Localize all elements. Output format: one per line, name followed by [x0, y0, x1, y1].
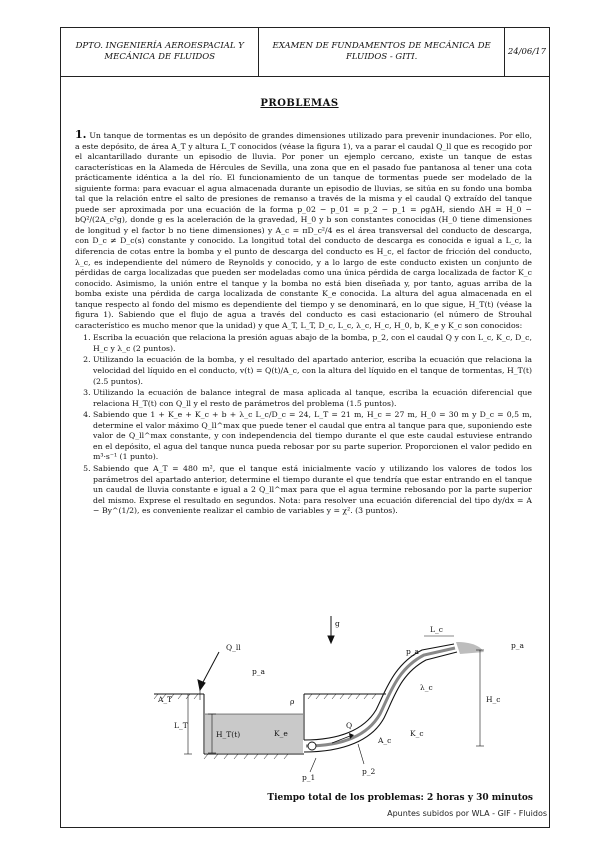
pa-right-label: p_a: [511, 641, 525, 650]
problem-parts: [75, 333, 532, 516]
ac-label: A_c: [378, 736, 392, 745]
section-title: PROBLEMAS: [260, 98, 339, 109]
gravity-label: g: [335, 619, 340, 628]
exam-date-cell: 24/06/17: [504, 28, 549, 76]
pa-mid-label: p_a: [406, 647, 420, 656]
rain-arrow-head: [198, 680, 205, 690]
p1-label: p_1: [302, 773, 316, 782]
ht-label: H_T(t): [216, 730, 241, 739]
part-item: 2. Utilizando la ecuación de la bomba, y el resultado del apartado anterior, escriba la ecuación que relaciona la velocidad del líquido en el conducto, v(t) = Q(t)/A_c, con la altura del líquido en el tanque de tormentas, H_T(t) (2.5 puntos).: [93, 355, 532, 387]
rain-arrow: [202, 652, 219, 684]
rho-label: ρ: [290, 697, 295, 706]
pa-left-label: p_a: [252, 667, 266, 676]
gravity-arrow-head: [328, 636, 334, 643]
exam-title-cell: EXAMEN DE FUNDAMENTOS DE MECÁNICA DE FLUIDOS - GITI.: [258, 28, 503, 76]
lc-label: L_c: [430, 625, 443, 634]
part-item: 3. Utilizando la ecuación de balance integral de masa aplicada al tanque, escriba la ecuación diferencial que relaciona H_T(t) con Q_ll y el resto de parámetros del problema (1.5 puntos).: [93, 388, 532, 409]
q-rain-label: Q_ll: [226, 643, 241, 652]
part-item: 1. Escriba la ecuación que relaciona la presión aguas abajo de la bomba, p_2, con el caudal Q y con L_c, K_c, D_c, H_c y λ_c (2 puntos).: [93, 333, 532, 354]
pipe-flow: [306, 648, 455, 746]
part-item: 4. Sabiendo que 1 + K_e + K_c + b + λ_c L_c/D_c = 24, L_T = 21 m, H_c = 27 m, H_0 = 30 m y D_c = 0,5 m, determine el valor máximo Q_ll^max que puede tener el caudal que entra al tanque para que, suponiendo este valor de Q_ll^max constante, y con independencia del tiempo durante el que este caudal estuviese entrando en el depósito, el agua del tanque nunca pueda rebosar por su parte superior. Proporcionen el valor pedido en m³·s⁻¹ (1 punto).: [93, 410, 532, 463]
department-cell: DPTO. INGENIERÍA AEROESPACIAL Y MECÁNICA DE FLUIDOS: [75, 41, 244, 62]
problem-statement: [75, 130, 532, 331]
hc-label: H_c: [486, 695, 501, 704]
q-label: Q: [346, 721, 353, 730]
storm-tank-figure: [154, 612, 538, 786]
at-label: A_T: [158, 695, 173, 704]
pump-icon: [308, 742, 316, 750]
kc-label: K_c: [410, 729, 424, 738]
ke-label: K_e: [274, 729, 288, 738]
part-item: 5. Sabiendo que A_T = 480 m², que el tanque está inicialmente vacío y utilizando los valores de todos los parámetros del apartado anterior, determine el tiempo durante el que tendría que estar entrando en el tanque un caudal de lluvia constante e igual a 2 Q_ll^max para que el agua termine rebosando por la parte superior del mismo. Exprese el resultado en segundos. Nota: para resolver una ecuación diferencial del tipo dy/dx = A − By^(1/2), es conveniente realizar el cambio de variables y = χ². (3 puntos).: [93, 464, 532, 517]
problem-body: [75, 130, 532, 518]
exam-header: [60, 27, 550, 77]
problem-number: 1.: [75, 128, 87, 141]
problem-text: Un tanque de tormentas es un depósito de grandes dimensiones utilizado para prevenir inundaciones. Por ello, a este depósito, de área A_T y altura L_T conocidos (véase la figura 1), va a parar el caudal Q_ll que es recogido por el alcantarillado durante un episodio de lluvia. Por poner un ejemplo cercano, existe un tanque de estas características en la Alameda de Hércules de Sevilla, una zona que en el pasado fue pantanosa al tener una cota prácticamente idéntica a la del río. El funcionamiento de un tanque de tormentas puede ser modelado de la siguiente forma: para evacuar el agua almacenada durante un episodio de lluvias, se sitúa en su fondo una bomba tal que la relación entre el salto de presiones de remanso a través de la misma y el caudal Q extraído del tanque puede ser aproximada por una ecuación de la forma p_02 − p_01 = p_2 − p_1 = ρgΔH, siendo ΔH = H_0 − bQ²/(2A_c²g), donde g es la aceleración de la gravedad, H_0 y b son constantes conocidas (H_0 tiene dimensiones de longitud y el factor b no tiene dimensiones) y A_c = πD_c²/4 es el área transversal del conducto de descarga, con D_c ≠ D_c(s) constante y conocido. La longitud total del conducto de descarga es conocida e igual a L_c, la diferencia de cotas entre la bomba y el punto de descarga del conducto es H_c, el factor de fricción del conducto, λ_c, es independiente del número de Reynolds y conocido, y a lo largo de este conducto existen un conjunto de pérdidas de carga localizadas que pueden ser modeladas como una única pérdida de carga localizada de factor K_c conocido. Asimismo, la unión entre el tanque y la bomba no está bien diseñada y, por tanto, aguas arriba de la bomba existe una pérdida de carga localizada de constante K_e conocida. La altura del agua almacenada en el tanque respecto al fondo del mismo es dependiente del tiempo y se denominará, en lo que sigue, H_T(t) (véase la figura 1). Sabiendo que el flujo de agua a través del conducto es casi estacionario (el número de Strouhal característico es mucho menor que la unidad) y que A_T, L_T, D_c, L_c, λ_c, H_c, H_0, b, K_e y K_c son conocidos:: [75, 131, 532, 330]
lt-label: L_T: [174, 721, 188, 730]
upload-watermark: Apuntes subidos por WLA - GIF - Fluidos: [387, 809, 547, 818]
lambda-label: λ_c: [420, 683, 433, 692]
total-time-note: Tiempo total de los problemas: 2 horas y 30 minutos: [267, 793, 533, 803]
p2-label: p_2: [362, 767, 376, 776]
